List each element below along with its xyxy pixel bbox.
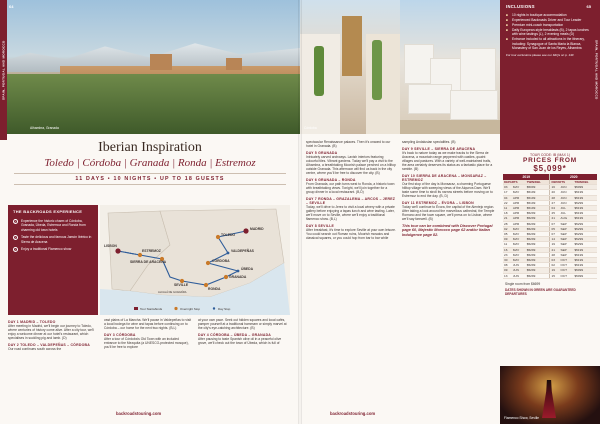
month-cell: MAY <box>512 252 526 257</box>
price-cell: $5299 <box>526 273 550 278</box>
map-label: ESTREMOZ <box>142 249 161 253</box>
day-cell: 28 <box>550 195 560 200</box>
prices-label: PRICES FROM <box>523 157 577 164</box>
month-cell: JUN <box>560 195 574 200</box>
day-cell: 15 <box>550 273 560 278</box>
map-label: VALDEPEÑAS <box>231 249 254 253</box>
month-cell: APR <box>512 211 526 216</box>
day-heading: DAY 4 CÓRDOBA – ÚBEDA – GRANADA <box>198 332 272 337</box>
month-cell: JUL <box>560 206 574 211</box>
ubeda-stop <box>237 270 240 273</box>
ground <box>400 120 500 134</box>
day-cell: 04 <box>550 206 560 211</box>
day-cell: 21 <box>550 247 560 252</box>
check-icon: ✓ <box>14 220 17 224</box>
month-cell: SEP <box>560 226 574 231</box>
day-cell: 17 <box>503 190 512 195</box>
day-heading: DAY 3 CÓRDOBA <box>104 332 136 337</box>
day-text: vast plains of La Mancha. We'll pause in Valdepeñas to visit a local bodega for wine and tapas before continuing on to Córdoba – our home for the next two nights. (B,L) <box>104 318 192 331</box>
experience-item-text: Taste the delicious and famous Jamón Ibérico in Sierra de Aracena <box>21 235 92 244</box>
price-cell: $5199 <box>573 190 597 195</box>
month-cell: JUL <box>560 211 574 216</box>
day-text: It's back to nature today as we make tracks to the Sierra de Aracena, a mountain range peppered with castles, quaint villages and pastures. With a variety of well-maintained trails, the area certainly deserves its status as a fantastic place for a ramble. (B) <box>402 150 493 172</box>
legend-swatch <box>134 307 138 310</box>
month-cell: MAY <box>512 226 526 231</box>
price-cell: $5299 <box>526 247 550 252</box>
building <box>450 90 498 120</box>
map-label: CÓRDOBA <box>212 259 230 263</box>
day-heading: DAY 10 SIERRA DE ARACENA – MONSARAZ – ESTREMOZ <box>402 173 487 182</box>
building <box>408 84 452 114</box>
itinerary-column <box>402 140 495 240</box>
madrid-stop <box>243 228 248 233</box>
month-cell: OCT <box>560 268 574 273</box>
inclusion-text: Premium mini-coach transportation <box>512 23 564 28</box>
price-row <box>503 273 597 278</box>
day-text: Our first stop of the day is Monsaraz, a charming Portuguese hilltop village with sweeping views of the Alqueva Dam. We'll taste some time to stroll its narrow streets before moving on to Estremoz to end the day. (B, D) <box>402 181 493 199</box>
month-cell: SEP <box>560 237 574 242</box>
month-cell: SEP <box>560 247 574 252</box>
month-cell: APR <box>512 221 526 226</box>
inclusion-text: Experienced Backroads Driver and Tour Leader <box>512 18 582 23</box>
prices-amount: $5,099* <box>533 163 567 173</box>
month-cell: APR <box>512 216 526 221</box>
day-heading: DAY 2 TOLEDO – VALDEPEÑAS – CÓRDOBA <box>8 342 90 347</box>
day-cell: 09 <box>503 268 512 273</box>
month-cell: MAY <box>512 237 526 242</box>
guaranteed-note: DATES SHOWN IN GREEN ARE GUARANTEED DEPARTURES <box>505 287 576 296</box>
legend-start: Tour Starts/Ends <box>140 306 163 311</box>
month-cell: JUN <box>560 190 574 195</box>
col-twin: TWIN/DBL <box>526 180 550 185</box>
inclusions-box <box>500 0 600 150</box>
day-cell: 28 <box>550 252 560 257</box>
col-departs: DEPARTS <box>503 180 526 185</box>
tour-sidebar <box>500 0 600 424</box>
month-cell: JUN <box>512 263 526 268</box>
footer-url: backroadstouring.com <box>330 411 376 416</box>
month-cell: MAY <box>512 258 526 263</box>
toledo-stop <box>216 235 220 239</box>
single-room-price: Single room from $6699 <box>505 281 541 286</box>
inclusion-item <box>506 37 594 49</box>
day-cell: 20 <box>550 190 560 195</box>
month-cell: OCT <box>560 273 574 278</box>
price-cell: $5299 <box>526 258 550 263</box>
itinerary-column <box>198 318 290 348</box>
page-gutter <box>298 0 302 424</box>
day-cell: 18 <box>503 211 512 216</box>
day-cell: 21 <box>503 216 512 221</box>
day-heading: DAY 7 RONDA – GRAZALEMA – ARCOS – JEREZ – SEVILLE <box>306 196 396 205</box>
legend-day: Day Stop <box>218 306 231 311</box>
estremoz-stop <box>138 253 142 257</box>
itinerary-column <box>306 140 396 243</box>
photo-caption: Córdoba <box>304 126 317 130</box>
day-cell: 19 <box>550 242 560 247</box>
map-label: LISBON <box>104 244 117 248</box>
price-cell: $5199 <box>526 200 550 205</box>
inclusions-heading: INCLUSIONS <box>506 4 535 9</box>
month-cell: MAY <box>512 232 526 237</box>
map-label: RONDA <box>208 287 221 291</box>
day-text: at your own pace. Seek out hidden squares and local cafés, pamper yourself at a traditional hammam or simply marvel at the city's eye-catching architecture. (B) <box>198 318 287 331</box>
palace-tower <box>226 58 242 70</box>
price-cell: $5299 <box>526 232 550 237</box>
inclusion-item <box>506 18 594 22</box>
price-cell: $5099 <box>526 185 550 190</box>
hillside-trees <box>0 74 300 134</box>
check-icon: ✓ <box>14 236 17 241</box>
day-cell: 28 <box>503 221 512 226</box>
day-cell: 23 <box>503 252 512 257</box>
price-cell: $5199 <box>573 206 597 211</box>
day-cell: 16 <box>503 247 512 252</box>
month-cell: MAY <box>512 190 526 195</box>
month-cell: JUN <box>512 268 526 273</box>
price-cell: $5299 <box>526 221 550 226</box>
price-table-body <box>503 180 597 278</box>
tour-title-block <box>0 140 300 185</box>
day-text: spectacular Renaissance palaces. Then it's onward to our hotel in Granada. (B) <box>306 140 391 149</box>
price-cell: $5199 <box>573 195 597 200</box>
section-side-tab: SPAIN, PORTUGAL AND MOROCCO <box>593 0 600 140</box>
page-number: 64 <box>9 4 14 9</box>
month-cell: SEP <box>560 252 574 257</box>
day-text: From Granada, our path turns west to Ronda, a historic town with breathtaking views. Tonight, we'll join together for a group dinner in a local restaurant. (B,D) <box>306 181 395 195</box>
price-cell: $5299 <box>526 226 550 231</box>
month-cell: JUN <box>560 185 574 190</box>
day-cell: 13 <box>503 273 512 278</box>
price-cell: $5099 <box>573 273 597 278</box>
month-cell: OCT <box>560 258 574 263</box>
price-cell: $5099 <box>573 268 597 273</box>
day-heading: DAY 11 ESTREMOZ – ÉVORA – LISBON <box>402 200 474 205</box>
price-cell: $5099 <box>573 185 597 190</box>
price-cell: $5299 <box>526 211 550 216</box>
lisbon-stop <box>115 248 120 253</box>
legend-swatch <box>213 307 215 309</box>
tour-cities: Toledo | Córdoba | Granada | Ronda | Estremoz <box>44 157 256 169</box>
price-cell: $5299 <box>526 252 550 257</box>
month-cell: JUN <box>512 273 526 278</box>
day-heading: DAY 8 SEVILLE <box>306 223 335 228</box>
experience-heading: THE BACKROADS EXPERIENCE <box>13 209 83 214</box>
month-cell: APR <box>512 200 526 205</box>
day-cell: 11 <box>503 242 512 247</box>
hanging-plants <box>314 46 324 96</box>
month-cell: MAY <box>512 247 526 252</box>
price-cell: $5299 <box>573 221 597 226</box>
price-cell: $5199 <box>573 258 597 263</box>
day-cell: 05 <box>503 232 512 237</box>
route-map <box>100 205 290 315</box>
inclusions-list <box>506 13 594 50</box>
price-cell: $5199 <box>573 263 597 268</box>
day-heading: DAY 1 MADRID – TOLEDO <box>8 320 56 324</box>
dancer-figure <box>542 380 556 418</box>
day-cell: 08 <box>503 263 512 268</box>
inclusion-item <box>506 23 594 27</box>
day-text: Our road continues south across the <box>8 347 62 352</box>
section-side-tab: SPAIN, PORTUGAL AND MOROCCO <box>0 0 7 140</box>
price-cell: $5299 <box>526 242 550 247</box>
day-cell: 27 <box>550 200 560 205</box>
month-cell: SEP <box>560 242 574 247</box>
day-cell: 07 <box>550 232 560 237</box>
cordoba-stop <box>206 261 210 265</box>
price-cell: $5299 <box>526 216 550 221</box>
combine-note: This tour can be combined with Discover Portugal page 60, Majestic Morocco page 62 and/or Italian Indulgence page 82. <box>402 223 493 237</box>
month-cell: APR <box>512 206 526 211</box>
day-cell: 21 <box>550 216 560 221</box>
price-cell: $5299 <box>573 242 597 247</box>
tour-code: TOUR CODE: IB (MAX 1) <box>530 153 570 157</box>
inclusion-item <box>506 28 594 36</box>
price-cell: $5199 <box>526 195 550 200</box>
bullet-icon: ■ <box>506 37 508 42</box>
price-cell: $5199 <box>573 252 597 257</box>
inclusion-text: Daily European-style breakfasts (B), 2 tapas lunches with wine tastings (L), 2 evening meals (D) <box>512 28 589 37</box>
map-label: SIERRA DE ARACENA <box>130 260 167 264</box>
experience-item-text: Experience the historic charm of Córdoba, Granada, Úbeda, Estremoz and Ronda from charming old town hotels <box>21 219 86 232</box>
map-label: SEVILLE <box>174 283 189 287</box>
day-heading: DAY 9 SEVILLE – SIERRA DE ARACENA <box>402 146 476 151</box>
day-cell: 03 <box>550 258 560 263</box>
prices-heading <box>500 157 600 172</box>
day-cell: 19 <box>550 268 560 273</box>
day-text: Today we'll continue to Évora, the capital of the Alentejo region. After taking a look around the marvellous cathedral, the Temple Romano and the town square, we'll press on to Lisbon, where we'll say farewell. (B) <box>402 204 495 222</box>
map-label: GRANADA <box>229 275 247 279</box>
flamenco-photo <box>500 366 600 424</box>
check-icon: ✓ <box>14 248 17 253</box>
experience-item <box>13 235 93 244</box>
price-cell: $5299 <box>573 226 597 231</box>
price-cell: $5299 <box>573 237 597 242</box>
day-heading: DAY 5 GRANADA <box>306 150 338 155</box>
col-twin: TWIN/DBL <box>573 180 597 185</box>
bell-tower <box>342 16 362 76</box>
experience-item-text: Enjoy a traditional Flamenco show <box>21 247 72 252</box>
day-cell: 09 <box>503 237 512 242</box>
inclusion-text: 10 nights in boutique accommodation <box>512 13 567 17</box>
day-cell: 07 <box>550 221 560 226</box>
day-cell: 03 <box>503 185 512 190</box>
experience-item <box>13 219 93 232</box>
photo-caption: Alhambra, Granada <box>30 126 59 130</box>
day-cell: 02 <box>503 226 512 231</box>
inclusion-text: Entrance included to all attractions in the itinerary, including: Synagogue of Santa Maria la Blanca, Monastery of San Juan de los Reyes, Alhambra <box>512 37 585 50</box>
itinerary-column <box>8 318 98 354</box>
experience-list <box>13 219 93 252</box>
price-cell: $5199 <box>526 190 550 195</box>
price-cell: $5199 <box>573 247 597 252</box>
day-cell: 16 <box>550 185 560 190</box>
day-text: After breakfast, it's time to explore Seville at your own leisure. You could search out Roman ruins, Moorish mosaics and classical squares, or you could hop from bar to bar while <box>306 227 396 240</box>
price-cell: $5299 <box>526 268 550 273</box>
map-label: MADRID <box>250 227 264 231</box>
price-table <box>503 174 597 279</box>
experience-item <box>13 247 93 252</box>
inclusion-item <box>506 13 594 17</box>
month-cell: SEP <box>560 232 574 237</box>
day-cell: 02 <box>550 263 560 268</box>
granada-stop <box>224 275 228 279</box>
itinerary-column <box>104 318 192 352</box>
day-cell: 14 <box>550 237 560 242</box>
day-cell: 04 <box>503 195 512 200</box>
day-cell: 25 <box>550 211 560 216</box>
month-cell: JUN <box>560 200 574 205</box>
map-label: ÚBEDA <box>241 267 254 271</box>
white-town-photo <box>400 0 500 134</box>
exclusions-note: For tour exclusions please see our FAQs on p. 140 <box>506 52 574 57</box>
building <box>460 48 496 92</box>
photo-caption: Flamenco Show, Seville <box>504 416 540 420</box>
page-number: 65 <box>586 4 591 9</box>
legend-swatch <box>174 307 177 310</box>
day-cell: 22 <box>503 200 512 205</box>
backroads-experience-box <box>8 205 98 315</box>
month-cell: AUG <box>560 216 574 221</box>
day-text: After a tour of Córdoba's Old Town with an included entrance to the Mezquita (a UNESCO-protected mosque), you'll be free to explore <box>104 336 189 350</box>
map-label: ALCALÁ DE GUADAÍRA <box>158 291 187 294</box>
month-cell: APR <box>512 195 526 200</box>
price-cell: $5199 <box>573 211 597 216</box>
hanging-plants <box>372 40 382 100</box>
cordoba-photo <box>300 0 400 134</box>
month-cell: MAY <box>512 185 526 190</box>
price-cell: $5199 <box>573 216 597 221</box>
day-text: After pausing to taste Spanish olive oil in a peaceful olive grove, we'll check out the town of Úbeda, which is full of <box>198 336 282 345</box>
map-label: TOLEDO <box>221 233 236 237</box>
valdepenas-stop <box>227 252 230 255</box>
price-cell: $5299 <box>526 263 550 268</box>
route-map-svg <box>100 205 290 315</box>
month-cell: SEP <box>560 221 574 226</box>
bullet-icon: ■ <box>506 18 508 23</box>
day-text: Today, we'll drive to Jerez to visit a local winery with a private gallery before enjoying a tapas lunch and wine tasting. Later, we'll move on to Seville, where we'll enjoy a traditional flamenco show. (B,L) <box>306 204 395 222</box>
bullet-icon: ■ <box>506 28 508 33</box>
day-text: Intricately carved archways. Lavish interiors featuring colourful tiles. Vibrant gardens. Today we'll pay a visit to the Alhambra, a breathtaking Moorish palace perched on a hilltop outside Granada. This afternoon will find us back in the city centre, where you'll be free to discover the city. (B) <box>306 154 396 176</box>
bullet-icon: ■ <box>506 23 508 28</box>
alhambra-photo <box>0 0 300 134</box>
year-header: 2020 <box>550 174 597 180</box>
tour-title: Iberian Inspiration <box>98 140 202 155</box>
footer-url: backroadstouring.com <box>116 411 162 416</box>
year-header: 2019 <box>503 174 550 180</box>
price-cell: $5299 <box>526 237 550 242</box>
price-cell: $5299 <box>573 232 597 237</box>
month-cell: OCT <box>560 263 574 268</box>
day-cell: 11 <box>503 206 512 211</box>
month-cell: MAY <box>512 242 526 247</box>
day-cell: 30 <box>503 258 512 263</box>
bullet-icon: ■ <box>506 13 508 17</box>
day-text: sampling Andalusian specialities. (B) <box>402 140 456 144</box>
legend-overnight: Overnight Stop <box>180 306 201 311</box>
palace-tower <box>150 54 172 70</box>
day-cell: 05 <box>550 226 560 231</box>
day-heading: DAY 6 GRANADA – RONDA <box>306 177 356 182</box>
price-cell: $5299 <box>573 200 597 205</box>
tour-meta: 11 DAYS • 10 NIGHTS • UP TO 18 GUESTS <box>14 173 286 185</box>
right-page <box>300 0 600 424</box>
day-text: After meeting in Madrid, we'll begin our journey to Toledo, where centuries of history come alive. After a city tour, we'll enjoy a welcome dinner at our hotel's restaurant, which specialises in suckling pig and lamb. (D) <box>8 324 95 341</box>
col-departs: DEPARTS <box>550 180 573 185</box>
price-cell: $5199 <box>526 206 550 211</box>
